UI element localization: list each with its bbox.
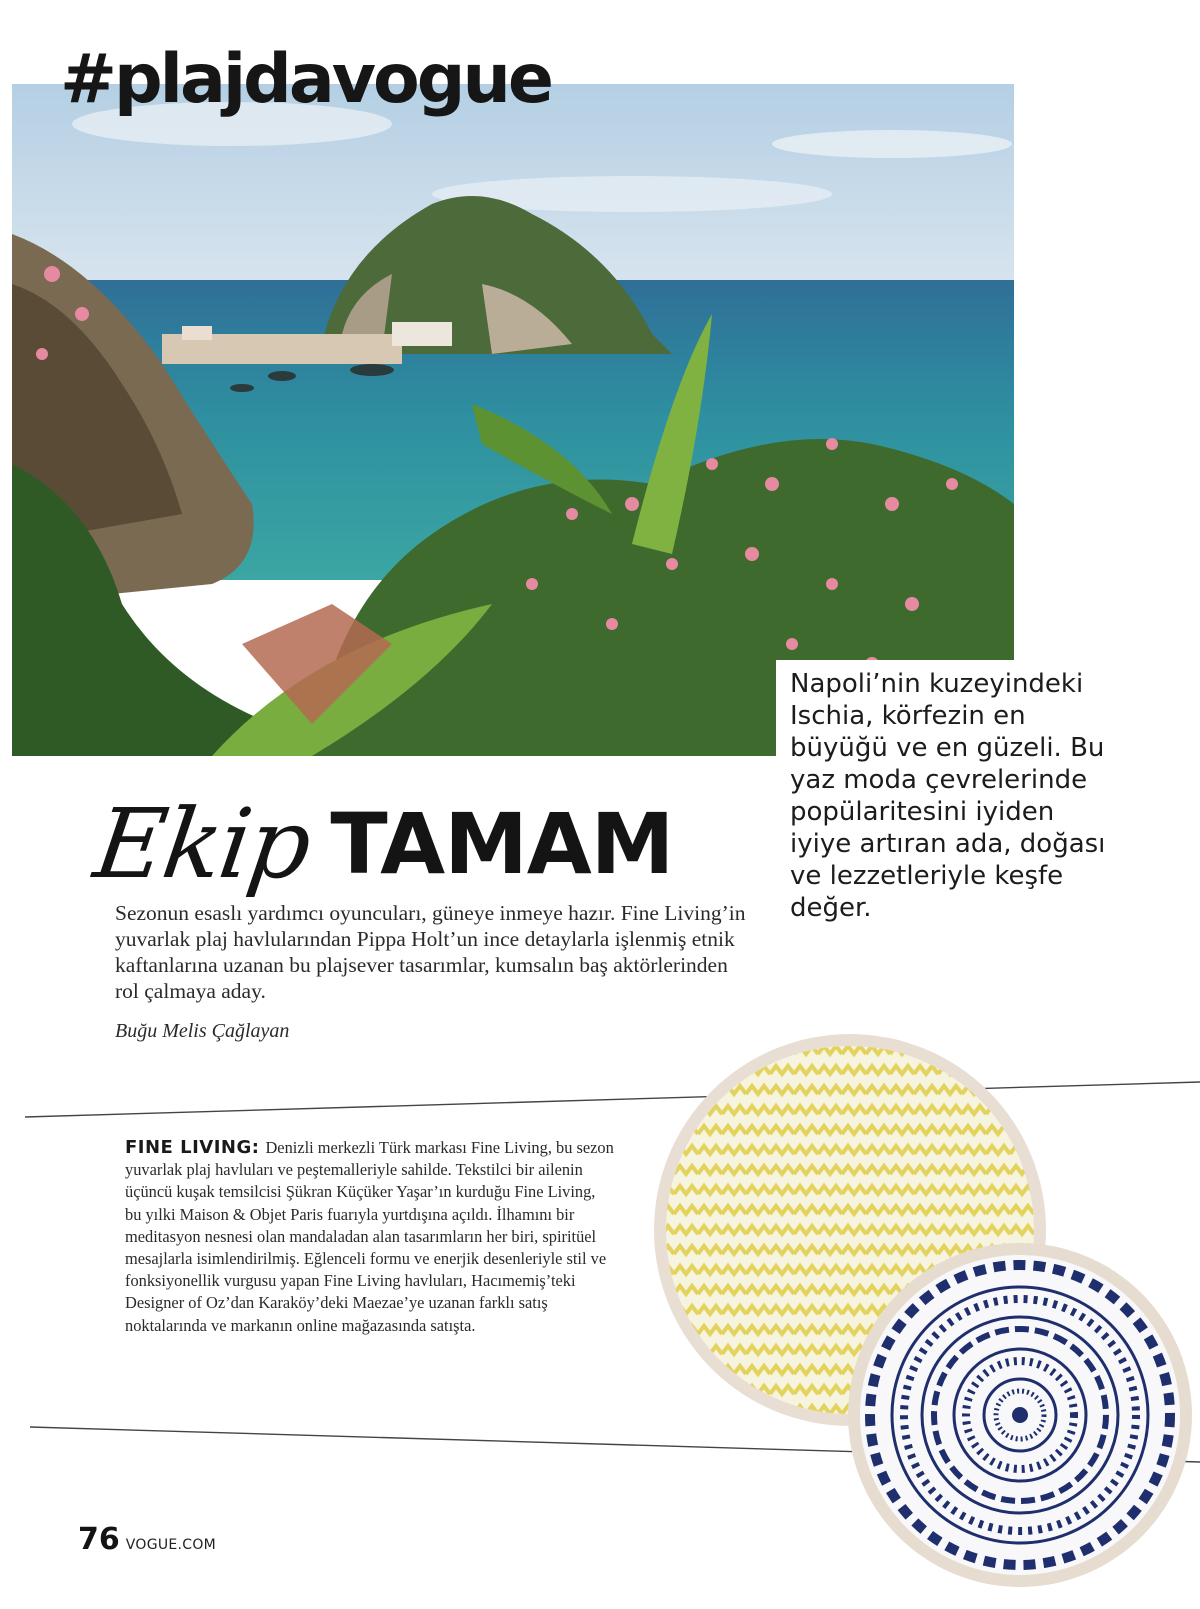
site-name: VOGUE.COM — [125, 1537, 217, 1553]
beach-towels-image — [650, 1020, 1200, 1590]
page-footer — [78, 1522, 216, 1557]
hashtag-heading: #plajdavogue — [60, 40, 551, 119]
byline: Buğu Melis Çağlayan — [115, 1020, 290, 1042]
photo-caption: Napoli’nin kuzeyindeki Ischia, körfezin en büyüğü ve en güzeli. Bu yaz moda çevrelerinde popülaritesini iyiden iyiye artıran ada, doğası ve lezzetleriyle keşfe değer. — [790, 669, 1106, 923]
round-towels-illustration — [650, 1020, 1200, 1590]
hero-photo — [12, 84, 1014, 756]
fine-living-body: Denizli merkezli Türk markası Fine Living, bu sezon yuvarlak plaj havluları ve peştemalleriyle sahilde. Tekstilci bir ailenin üçüncü kuşak temsilcisi Şükran Küçüker Yaşar’ın kurduğu Fine Living, bu yılki Maison & Objet Paris fuarıyla yurtdışına açıldı. İlhamını bir meditasyon nesnesi olan mandaladan alan tasarımların her biri, spiritüel mesajlarla isimlendirilmiş. Eğlenceli formu ve enerjik desenleriyle stil ve fonksiyonellik vurgusu yapan Fine Living havluları, Hacımemiş’teki Designer of Oz’dan Karaköy’deki Maezae’ye uzanan farklı satış noktalarında ve markanın online mağazasında satışta. — [125, 1138, 614, 1335]
page-number: 76 — [78, 1522, 120, 1557]
fine-living-section — [125, 1137, 615, 1337]
title-script: Ekip — [88, 788, 317, 900]
fine-living-label: FINE LIVING: — [125, 1137, 260, 1158]
article-title — [88, 772, 674, 900]
ischia-coast-photo — [12, 84, 1014, 756]
lead-paragraph: Sezonun esaslı yardımcı oyuncuları, güneye inmeye hazır. Fine Living’in yuvarlak plaj havlularından Pippa Holt’un ince detaylarla işlenmiş etnik kaftanlarına uzanan bu plajsever tasarımlar, kumsalın baş aktörlerinden rol çalmaya aday. — [115, 901, 746, 1003]
title-bold: TAMAM — [330, 795, 674, 893]
